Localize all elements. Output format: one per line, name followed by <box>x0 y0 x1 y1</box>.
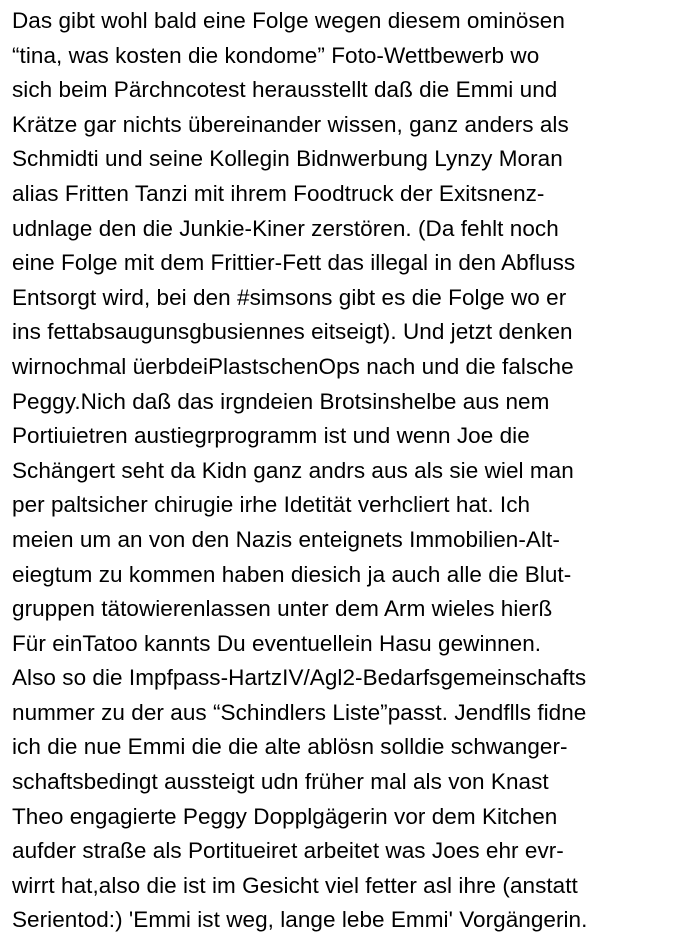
text-line: Das gibt wohl bald eine Folge wegen diesem ominösen <box>12 8 565 33</box>
text-line: Krätze gar nichts übereinander wissen, ganz anders als <box>12 111 569 137</box>
text-line: alias Fritten Tanzi mit ihrem Foodtruck der Exitsnenz- <box>12 180 545 206</box>
text-line: Serientod:) 'Emmi ist weg, lange lebe Emmi' Vorgängerin. <box>12 907 588 933</box>
text-line: ins fettabsaugunsgbusiennes eitseigt). Und jetzt denken <box>12 319 573 345</box>
text-line: Peggy.Nich daß das irgndeien Brotsinshelbe aus nem <box>12 388 550 414</box>
text-line: nummer zu der aus “Schindlers Liste”passt. Jendflls fidne <box>12 699 587 725</box>
text-line: per paltsicher chirugie irhe Idetität verhcliert hat. Ich <box>12 492 531 518</box>
text-line: Entsorgt wird, bei den #simsons gibt es die Folge wo er <box>12 284 567 310</box>
text-line: Also so die Impfpass-HartzIV/Agl2-Bedarfsgemeinschafts <box>12 665 587 691</box>
text-line: “tina, was kosten die kondome” Foto-Wettbewerb wo <box>12 42 540 68</box>
text-line: aufder straße als Portitueiret arbeitet was Joes ehr evr- <box>12 838 564 864</box>
text-line: schaftsbedingt aussteigt udn früher mal als von Knast <box>12 769 549 795</box>
text-line: eine Folge mit dem Frittier-Fett das illegal in den Abfluss <box>12 250 576 276</box>
text-line: eiegtum zu kommen haben diesich ja auch alle die Blut- <box>12 561 572 587</box>
text-line: Portiuietren austiegrprogramm ist und wenn Joe die <box>12 423 530 449</box>
text-line: Für einTatoo kannts Du eventuellein Hasu gewinnen. <box>12 630 542 656</box>
text-line: udnlage den die Junkie-Kiner zerstören. (Da fehlt noch <box>12 215 559 241</box>
text-line: Theo engagierte Peggy Dopplgägerin vor dem Kitchen <box>12 803 558 829</box>
body-text <box>12 4 682 938</box>
text-line: wirrt hat,also die ist im Gesicht viel fetter asl ihre (anstatt <box>12 872 578 898</box>
text-line: sich beim Pärchncotest herausstellt daß die Emmi und <box>12 77 558 103</box>
text-line: meien um an von den Nazis enteignets Immobilien-Alt- <box>12 526 560 552</box>
text-line: gruppen tätowierenlassen unter dem Arm wieles hierß <box>12 596 553 622</box>
text-line: wirnochmal üerbdeiPlastschenOps nach und die falsche <box>12 353 574 379</box>
text-line: Schängert seht da Kidn ganz andrs aus als sie wiel man <box>12 457 574 483</box>
text-line: ich die nue Emmi die die alte ablösn solldie schwanger- <box>12 734 568 760</box>
text-line: Schmidti und seine Kollegin Bidnwerbung Lynzy Moran <box>12 146 563 172</box>
